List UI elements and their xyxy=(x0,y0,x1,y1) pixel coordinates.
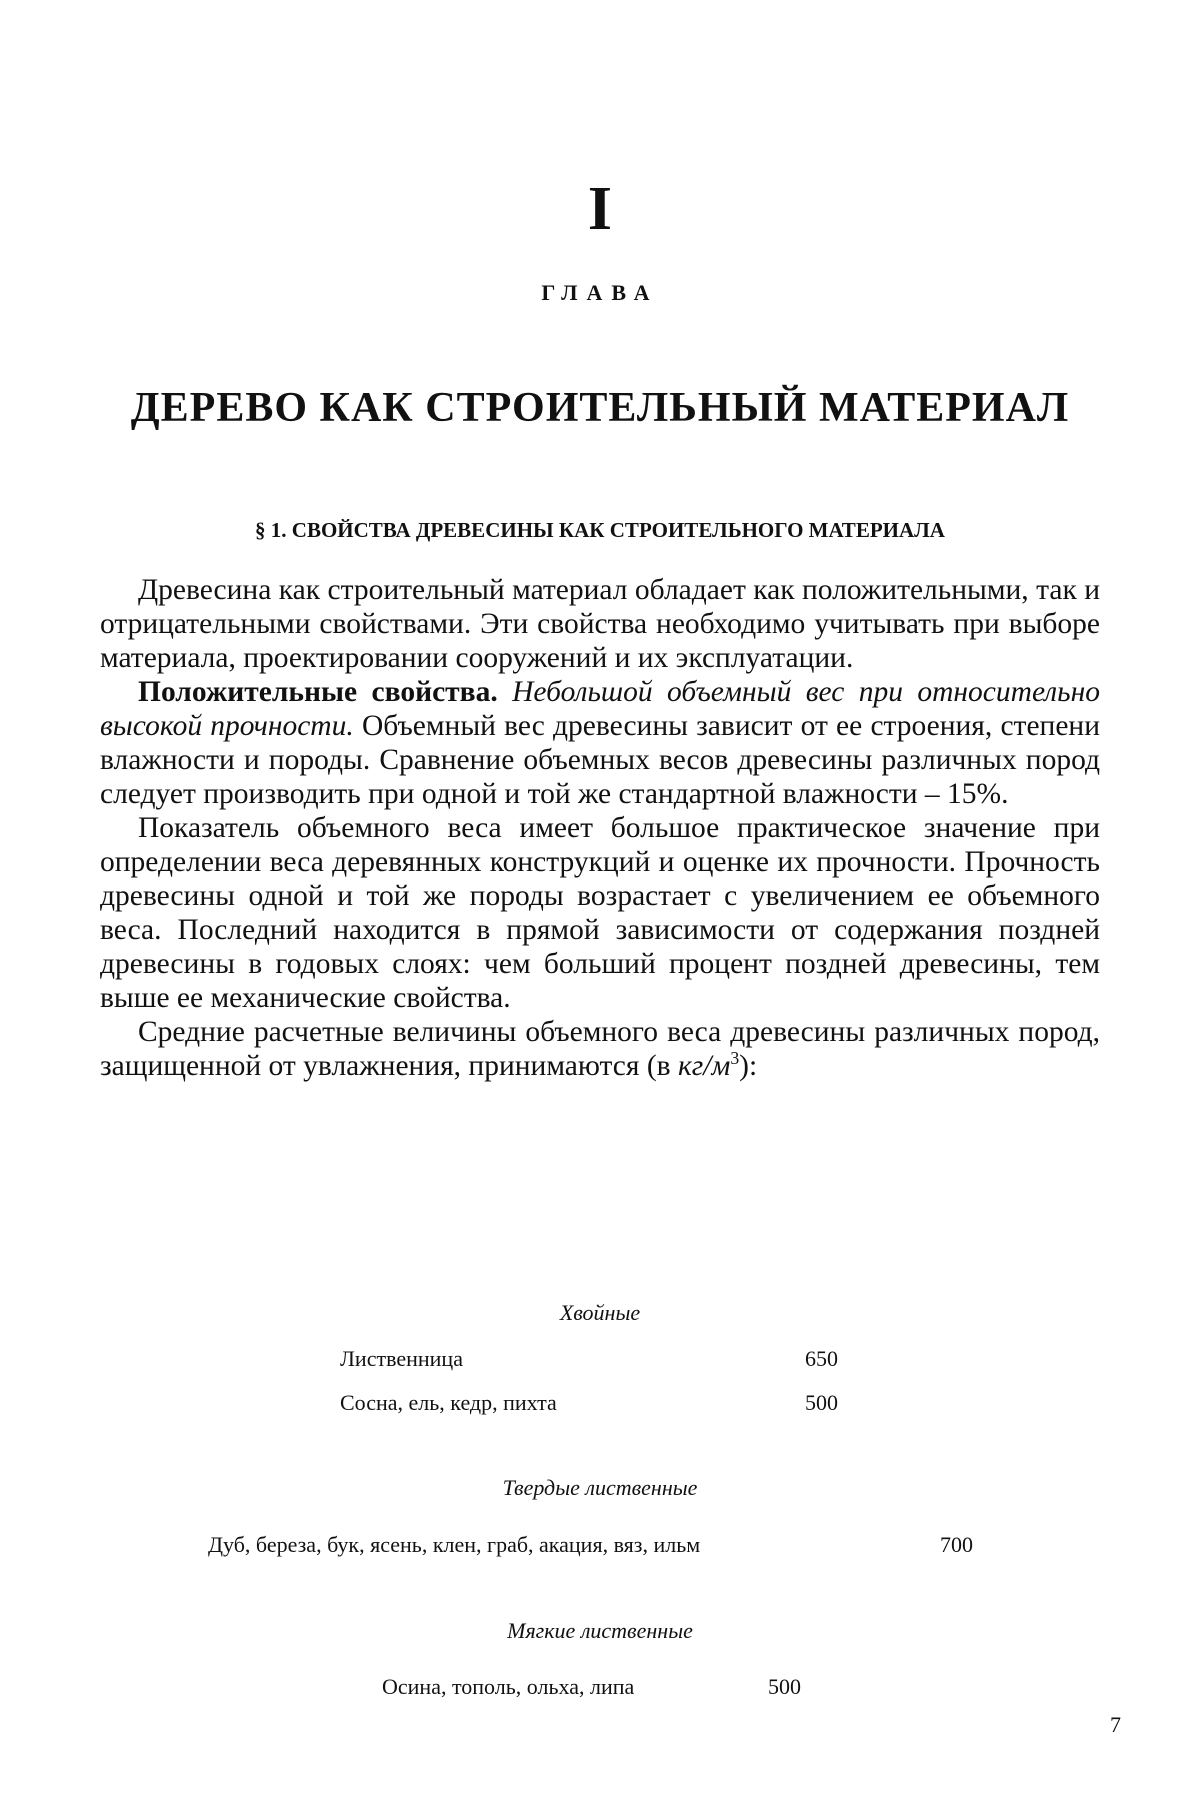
paragraph-3: Показатель объемного веса имеет большое практическое значение при определении веса деревянных конструкций и оценке их прочности. Прочность древесины одной и той же породы возрастает с увеличением ее объемного веса. Последний находится в прямой зависимости от содержания поздней древесины в годовых слоях: чем больший процент поздней древесины, тем выше ее механические свойства. xyxy=(100,812,1100,1014)
table-row-value: 700 xyxy=(940,1532,973,1557)
group-title-softwoods: Мягкие лиственные xyxy=(507,1618,693,1643)
section-heading: § 1. СВОЙСТВА ДРЕВЕСИНЫ КАК СТРОИТЕЛЬНОГО МАТЕРИАЛА xyxy=(255,518,945,542)
chapter-title: ДЕРЕВО КАК СТРОИТЕЛЬНЫЙ МАТЕРИАЛ xyxy=(130,385,1070,431)
body-text xyxy=(100,573,1100,1083)
group-title-conifers: Хвойные xyxy=(559,1300,641,1325)
table-row-value: 650 xyxy=(805,1346,838,1371)
table-row-name: Лиственница xyxy=(340,1346,463,1371)
paragraph-4-unit-sup: 3 xyxy=(730,1048,740,1069)
page-number: 7 xyxy=(1110,1712,1121,1737)
table-row-value: 500 xyxy=(805,1390,838,1415)
table-row-value: 500 xyxy=(768,1674,801,1699)
group-title-hardwoods: Твердые лиственные xyxy=(502,1475,698,1500)
table-row-name: Дуб, береза, бук, ясень, клен, граб, акация, вяз, ильм xyxy=(208,1532,701,1557)
paragraph-4-unit: кг/м xyxy=(677,1050,731,1082)
paragraph-2 xyxy=(100,675,1100,811)
chapter-label: ГЛАВА xyxy=(541,280,659,305)
paragraph-2-bold: Положительные свойства. xyxy=(138,676,498,708)
paragraph-1: Древесина как строительный материал обладает как положительными, так и отрицательными свойствами. Эти свойства необходимо учитывать при выборе материала, проектировании сооружений и их эксплуатации. xyxy=(100,574,1100,674)
chapter-number: I xyxy=(587,175,613,243)
paragraph-4-end: ): xyxy=(739,1050,758,1082)
table-row-name: Сосна, ель, кедр, пихта xyxy=(340,1390,557,1415)
table-row-name: Осина, тополь, ольха, липа xyxy=(382,1674,635,1699)
paragraph-4-main: Средние расчетные величины объемного веса древесины различных пород, защищенной от увлажнения, принимаются (в xyxy=(100,1016,1100,1082)
paragraph-2-rest: Объемный вес древесины зависит от ее строения, степени влажности и породы. Сравнение объемных весов древесины различных пород следует производить при одной и той же стандартной влажности – 15%. xyxy=(100,710,1100,810)
paragraph-4 xyxy=(100,1015,1100,1083)
paragraph-2-italic: Небольшой объемный вес при относительно высокой прочности. xyxy=(100,676,1100,742)
